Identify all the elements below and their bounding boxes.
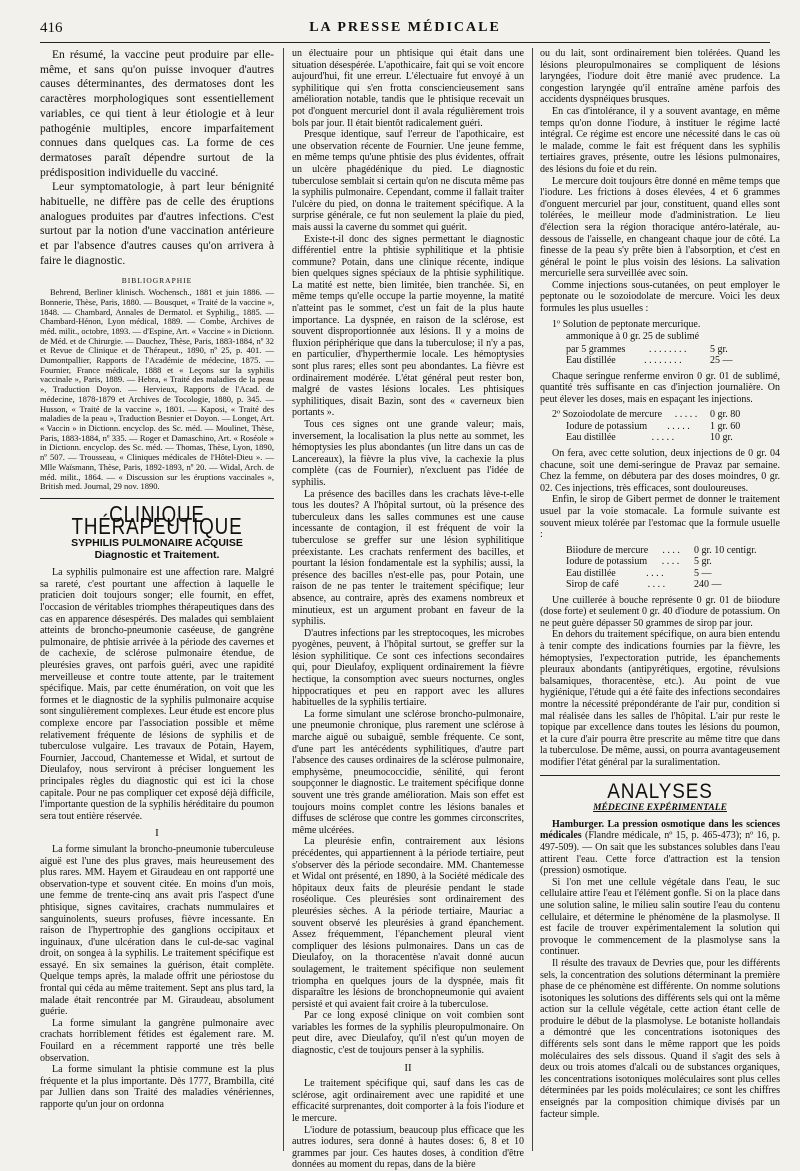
analysis-lead: Hamburger. La pression osmotique dans les sciences médicales [540,818,780,842]
formula-dots: . . . . [661,556,680,568]
divider [40,498,274,499]
paragraph: En cas d'intolérance, il y a souvent avantage, en même temps qu'on donne l'iodure, à instituer le régime lacté intégral. Ce régime est encore une nécessité dans le cas où le malade, comme le fait est fréquent dans les syphilis tertiaires graves, présente, outre les lésions pulmonaires, des lésions du foie et du rein. [540,105,780,175]
formula-amount: 5 — [694,567,712,579]
paragraph: Une cuillerée à bouche représente 0 gr. 01 de biiodure (dose forte) et seulement 0 gr. 40 d'iodure de potassium. On ne peut guère dépasser 50 grammes de sirop par jour. [540,594,780,629]
formula-dots: . . . . . [674,409,698,421]
formula-row [540,568,780,580]
formula-label: Eau distillée [566,432,616,444]
formula-row [540,421,780,433]
paragraph: Tous ces signes ont une grande valeur; mais, inversement, la localisation la plus nette au sommet, les hémoptysies les plus abondantes (un litre dans un cas de Lancereaux), la fièvre la plus vive, la cachexie la plus complète (cas de Fournier), n'excluent pas l'idée de syphilis. [292,419,524,488]
column-2 [292,48,524,1171]
formula-row [540,545,780,557]
paragraph: La forme simulant la gangrène pulmonaire avec crachats horriblement fétides est également rare. M. Fouilard en a récemment rapporté une très belle observation. [40,1017,274,1064]
formula-row [540,556,780,568]
formula-dots: . . . . . [667,420,690,432]
paragraph: La forme simulant la phtisie commune est la plus fréquente et la plus importante. Dès 1777, Brambilla, cité par Jullien dans son Traité des maladies vénériennes, rapporte qu'un jour on ordonna [40,1064,274,1110]
formula-dots: . . . . [662,544,680,556]
prescription-formula [540,545,780,591]
page-number: 416 [40,20,63,36]
article-subtitle: Diagnostic et Traitement. [94,548,220,561]
paragraph: La forme simulant une sclérose broncho-pulmonaire, une pneumonie chronique, plus rarement une sclérose à marche aiguë ou subaiguë, semble fréquente. Ce sont, d'une part les antécédents syphilitiques, d'autre part l'absence des causes ordinaires de la sclérose pulmonaire, emphysème, pneumococcidie, sénilité, qui feront soupçonner le diagnostic. Le traitement spécifique donne souvent une très grande amélioration. Mais son effet est toujours moins complet contre les lésions banales et diffuses de sclérose que contre les gommes circonscrites, même ulcérées. [292,708,524,836]
formula-amount: 0 gr. 80 [709,409,741,421]
formula-amount: 240 — [693,579,722,591]
section-title: CLINIQUE THÉRAPEUTIQUE [71,500,243,539]
formula-amount: 5 gr. [694,556,712,568]
formula-row [540,432,780,444]
paragraph: Leur symptomatologie, à part leur bénignité habituelle, ne diffère pas de celle des éruptions analogues produites par d'autres infections. C'est surtout par la notion d'une vaccination antérieure et par l'absence d'autres causes qu'on arrivera à faire le diagnostic. [40,181,274,267]
paragraph: Comme injections sous-cutanées, on peut employer le peptonate ou le sozoiodolate de mercure. Voici les deux formules les plus usuelles : [540,279,780,315]
paragraph: Le traitement spécifique qui, sauf dans les cas de sclérose, agit ordinairement avec une rapidité et une efficacité surprenantes, doit comporter à la fois l'iodure et le mercure. [292,1078,524,1125]
journal-title: LA PRESSE MÉDICALE [309,20,501,35]
part-number: I [155,827,159,840]
formula-dots: . . . . . . . . [648,343,687,355]
page-header [40,20,770,43]
column-1 [40,48,274,1111]
formula-dots: . . . . [646,567,664,579]
formula-amount: 10 gr. [710,432,733,444]
paragraph: ou du lait, sont ordinairement bien tolérées. Quand les lésions pleuropulmonaires se compliquent de lésions laryngées, l'iodure doit être manié avec prudence. La congestion laryngée qu'il entraîne amène parfois des accidents dyspnéiques brusques. [540,48,780,106]
section-title: ANALYSES [607,779,713,803]
paragraph: Chaque seringue renferme environ 0 gr. 01 de sublimé, quantité très suffisante en cas d'injection journalière. On peut élever les doses, mais en espaçant les injections. [540,370,780,405]
prescription-formula [540,319,780,367]
paragraph: On fera, avec cette solution, deux injections de 0 gr. 04 chacune, soit une demi-seringue de Pravaz par semaine. Chez la femme, on débutera par des doses moindres, 0 gr. 02. Ces injections, très efficaces, sont douloureuses. [540,447,780,494]
paragraph: En dehors du traitement spécifique, on aura bien entendu à tenir compte des indications fournies par la fièvre, les hémoptysies, l'expectoration putride, les épanchements pleuraux abondants (antipyrétiques, ergotine, révulsions balsamiques, thoracentèse, etc.). Au point de vue hygiénique, l'étude qui a été faite des infections secondaires montre la nécessité prépondérante de l'air pur, condition si mal réalisée dans les salles de l'hôpital. L'air pur reste le topique par excellence dans toutes les lésions du poumon, et la cure d'air pourra être prescrite au même titre que dans la tuberculose. De même, aussi, on pourra avantageusement modifier l'état général par la suralimentation. [540,629,780,768]
paragraph: La syphilis pulmonaire est une affection rare. Malgré sa rareté, c'est pourtant une affection à laquelle le praticien doit toujours songer; elle fournit, en effet, l'occasion de véritables triomphes thérapeutiques dans des cas en apparence désespérés. Des malades qui semblaient atteints de broncho-pneumonie caséeuse, de gangrène pulmonaire, de phtisie arrivée à la période des cavernes et de cachexie, de sclérose pulmonaire étendue, de pleurésies graves, ont parfois guéri, avec une rapidité merveilleuse et contre toute attente, par le traitement spécifique. Mais, par cette énumération, on voit que les formes et le diagnostic de la syphilis pulmonaire acquise sont singulièrement complexes. Leur étude est encore plus complexe encore par l'association possible et même relativement fréquente de lésions de syphilis et de tuberculose vulgaire. Les travaux de Potain, Hayem, Fournier, Jaccoud, Chantemesse et Widal, et surtout de Dieulafoy, nous serviront à préciser longuement les principales règles du diagnostic qui est ici la chose capitale. Pour ne pas compliquer cet exposé déjà difficile, l'importante question de la syphilis héréditaire du poumon sera tout entière réservée. [40,567,274,822]
paragraph: Par ce long exposé clinique on voit combien sont variables les formes de la syphilis pleuropulmonaire. On peut dire, avec Dieulafoy, qu'il n'est qu'un moyen de diagnostic, c'est de toujours penser à la syphilis. [292,1010,524,1057]
formula-label: Eau distillée [566,355,616,367]
analysis-reference: (Flandre médicale, nº 15, p. 465-473); nº 16, p. 497-509). — On sait que les substances solubles dans l'eau attirent l'eau. Cette force d'attraction est la tension (pression) osmotique. [540,830,780,877]
paragraph: Il résulte des travaux de Devries que, pour les différents sels, la concentration des solutions déterminant la première phase de ce phénomène est différente. On nomme solutions isotoniques les solutions des différents sels qui ont la même action sur la cellule végétale, cette action étant celle de produire le début de la plasmolyse. Le botaniste hollandais a démontré que les concentrations isotoniques des différents sels sont dans le même rapport que les poids moléculaires des sels dissous. Quand il s'agit des sels à deux ou trois atomes d'alcali ou de substances organiques, les concentrations isotoniques moléculaires sont plus celles déterminées par les poids moléculaires; ce sont les chiffres enseignés par la composition chimique divisés par un facteur simple. [540,957,780,1120]
analysis-paragraph [540,819,780,877]
paragraph: Le mercure doit toujours être donné en même temps que l'iodure. Les frictions à doses élevées, 4 et 6 grammes d'onguent mercuriel par jour, constituent, quand elles sont tolérées, le meilleur mode d'administration. Le lieu d'élection sera la région thoracique antéro-latérale, au-dessous de l'aisselle, en changeant chaque jour de côté. La finesse de la peau s'y prête bien à l'absorption, et c'est en général le point le plus voisin des lésions. La salivation mercurielle sera surveillée avec soin. [540,175,780,280]
bibliography-text: Behrend, Berliner klinisch. Wochensch., 1881 et juin 1886. — Bonnerie, Thèse, Paris, 1880. — Bousquet, « Traité de la vaccine », 1848. — Chambard, Annales de Dermatol. et Syphilig., 1885. — Chambard-Hénon, Lyon médical, 1889. — Combe, Archives de méd. milit., octobre, 1893. — d'Espine, Art. « Vaccine » in Dictionn. de Méd. et de Chirurgie. — Dauchez, Thèse, Paris, 1883-1884, nº 32 et Revue de Clinique et de Thérapeut., 1890, nº 25, p. 401. — Dumontpallier, Rapports de l'Académie de médecine, 1875. — Fournier, France médicale, 1888 et « Leçons sur la syphilis vaccinale », Paris, 1889. — Hebra, « Traité des maladies de la peau », Traduction Doyon. — Hervieux, Rapports de l'Acad. de médecine, 1878-1879 et Archives de Tocologie, 1880, p. 345. — Husson, « Traité de la vaccine », 1801. — Kaposi, « Traité des maladies de la peau », Traduction Besnier et Doyon. — Longet, Art. « Vaccin » in Dictionn. encyclop. des Sc. méd. — Moulinet, Thèse, Paris, 1883-1884, nº 335. — Roger et Damaschino, Art. « Roséole » in Dictionn. encyclop. des Sc. méd. — Thomas, Thèse, Lyon, 1890, nº 507. — Trousseau, « Cliniques médicales de l'Hôtel-Dieu ». — Mlle Waïsmann, Thèse, Paris, 1892-1893, nº 20. — Widal, Arch. de méd. milit., 1864. — « Discussion sur les éruptions vaccinales », British med. Journal, 29 nov. 1890. [40,287,274,492]
formula-dots: . . . . . . . . [644,355,682,367]
formula-amount: 0 gr. 10 centigr. [694,544,757,556]
rubric-title: MÉDECINE EXPÉRIMENTALE [593,803,727,814]
formula-label: par 5 grammes [566,343,626,355]
formula-amount: 5 gr. [710,343,728,355]
paragraph: Enfin, le sirop de Gibert permet de donner le traitement usuel par la voie stomacale. La formule suivante est souvent mieux tolérée par l'estomac que la formule usuelle : [540,494,780,541]
formula-amount: 25 — [710,355,733,367]
column-3 [540,48,780,1120]
paragraph: En résumé, la vaccine peut produire par elle-même, et sans qu'on puisse invoquer d'autres causes déterminantes, des dermatoses dont les caractères morphologiques sont essentiellement variables, ce qui tient à leur étiologie et à leur pathogénie multiples, encore imparfaitement connues dans quelques cas. La forme de ces dermatoses paraît dépendre surtout de la prédisposition individuelle du vacciné. [40,49,274,179]
article-title: SYPHILIS PULMONAIRE ACQUISE [71,537,243,550]
formula-row [540,355,780,367]
paragraph: Existe-t-il donc des signes permettant le diagnostic différentiel entre la phtisie syphilitique et la phtisie commune? Potain, dans une clinique récente, indique bien quelques signes spéciaux de la phtisie syphilitique. La matité est nette, bien limitée, bien tranchée. Si, en même temps qu'elle occupe la partie moyenne, la matité n'atteint pas le sommet, c'est un fait de la plus haute importance. La dyspnée, en raison de la sclérose, est souvent disproportionnée aux lésions. Il y a moins de fluxion périphérique que dans la tuberculose; il n'y a pas, en particulier, d'hyperthermie locale. Les hémoptysies sont plus rares; elles sont peu abondantes. La fièvre est ordinairement modérée. L'état général peut rester bon, malgré de vastes lésions locales. Les phtisiques syphilitiques, disait Bazin, sont des « caverneux bien portants ». [292,233,524,419]
formula-dots: . . . . . [651,432,675,444]
formula-label: Iodure de potassium [566,420,648,432]
paragraph: Si l'on met une cellule végétale dans l'eau, le suc cellulaire attire l'eau et l'élément gonfle. Si on la place dans une solution saline, le milieu salin soutire l'eau du contenu cellulaire, et détermine le phénomène de la plasmolyse. Il est facile de trouver expérimentalement la solution qui provoque le commencement de la plasmolyse sans la continuer. [540,876,780,958]
formula-heading: ammonique à 0 gr. 25 de sublimé [566,331,700,343]
bibliography [40,288,274,492]
formula-row [540,409,780,421]
paragraph: La forme simulant la broncho-pneumonie tuberculeuse aiguë est l'une des plus graves, mais heureusement des plus rares. MM. Hayem et Giraudeau en ont rapporté une observation-type et souvent citée. En moins d'un mois, une femme de trente-cinq ans avait pris l'aspect d'une phtisique, signes cavitaires, crachats nummulaires et sanguinolents, sueurs profuses, fièvre incessante. En raison de l'hypertrophie des ganglions occipitaux et inguinaux, d'une ulcération dans le cul-de-sac vaginal droit, on songea à la syphilis. Le traitement spécifique est essayé. En six semaines la guérison, était complète. Quelque temps après, la malade offrit une périostose du frontal qui céda au même traitement. Sept ans plus tard, la malade était rencontrée par M. Giraudeau, absolument guérie. [40,843,274,1018]
formula-heading: 1º Solution de peptonate mercurique. [552,318,701,330]
paragraph: un électuaire pour un phtisique qui était dans une situation désespérée. L'apothicaire, fait qui se voit encore aujourd'hui, fit une erreur. L'électuaire fut envoyé à un syphilitique qui s'en frotta consciencieusement sans amélioration notable, tandis que le phtisique recevait un pot d'onguent mercuriel dont il avala régulièrement trois bols par jour. Il était bientôt radicalement guéri. [292,48,524,129]
paragraph: La pleurésie enfin, contrairement aux lésions précédentes, qui appartiennent à la période tertiaire, peut s'observer dès la période secondaire. MM. Chantemesse et Widal ont présenté, en 1890, à la Société médicale des hôpitaux deux faits de pleurésie pendant le stade roséolique. Ces pleurésies sont ordinairement des pleurésies sèches. A la période tertiaire, Mauriac a souvent observé les pleurésies à grand épanchement. Assez fréquemment, l'épanchement pleural vient compliquer des lésions pulmonaires. Dans un cas de Dieulafoy, on la thoracentèse n'avait donné aucun soulagement, le traitement spécifique non seulement triompha en quelques jours de la dyspnée, mais fit disparaître les lésions de bronchopneumonie qui avaient persisté et qui avaient fait croire à la tuberculose. [292,836,524,1010]
formula-label: Iodure de potassium [566,556,648,568]
paragraph: La présence des bacilles dans les crachats lève-t-elle tous les doutes? A l'hôpital surtout, où la présence des tuberculeux dans les salles communes est une cause incessante de contagion, il est fréquent de voir la tuberculose se greffer sur une lésion syphilitique préexistante. Les crachats renferment des bacilles, et pourtant la lésion fondamentale est la syphilis; aussi, la présence des bacilles n'est-elle pas, pour Potain, une raison de ne pas tenter le traitement spécifique; leur absence, au contraire, après des examens nombreux et minutieux, est un argument probant en faveur de la syphilis. [292,488,524,628]
paragraph: Presque identique, sauf l'erreur de l'apothicaire, est une observation récente de Fournier. Une jeune femme, en même temps qu'une phtisie des plus évidentes, offrait un ulcère phagédénique du pied. Le diagnostic tuberculose semblait si certain qu'on ne discuta même pas la syphilis pulmonaire. Cependant, comme il fallait traiter l'ulcère du pied, on donna le traitement spécifique. A la surprise générale, ce fut non seulement la plaie du pied, mais aussi la caverne du sommet qui guérit. [292,129,524,233]
paragraph: L'iodure de potassium, beaucoup plus efficace que les autres iodures, sera donné à hautes doses: 6, 8 et 10 grammes par jour. Ces hautes doses, à condition d'être données au moment du repas, dans de la bière [292,1124,524,1171]
bibliography-title: BIBLIOGRAPHIE [121,275,193,285]
part-number: II [404,1061,412,1074]
formula-amount: 1 gr. 60 [710,420,741,432]
paragraph: D'autres infections par les streptocoques, les microbes pyogènes, peuvent, à l'hôpital surtout, se greffer sur la lésion syphilitique. Ce sont ces infections secondaires qui, pour Dieulafoy, expliquent ordinairement la fièvre hectique, la consomption avec sueurs nocturnes, ongles hippocratiques et peu en rapport avec les allures habituelles de la syphilis tertiaire. [292,627,524,709]
formula-label: Sirop de café [566,579,619,591]
divider [540,775,780,776]
formula-row [540,579,780,591]
formula-label: 2º Sozoiodolate de mercure [552,409,663,421]
formula-row [540,344,780,356]
formula-dots: . . . . [647,579,666,591]
formula-label: Biiodure de mercure [566,544,649,556]
column-rule [283,48,284,1151]
prescription-formula [540,409,780,444]
column-rule [532,48,533,1151]
formula-label: Eau distillée [566,567,616,579]
